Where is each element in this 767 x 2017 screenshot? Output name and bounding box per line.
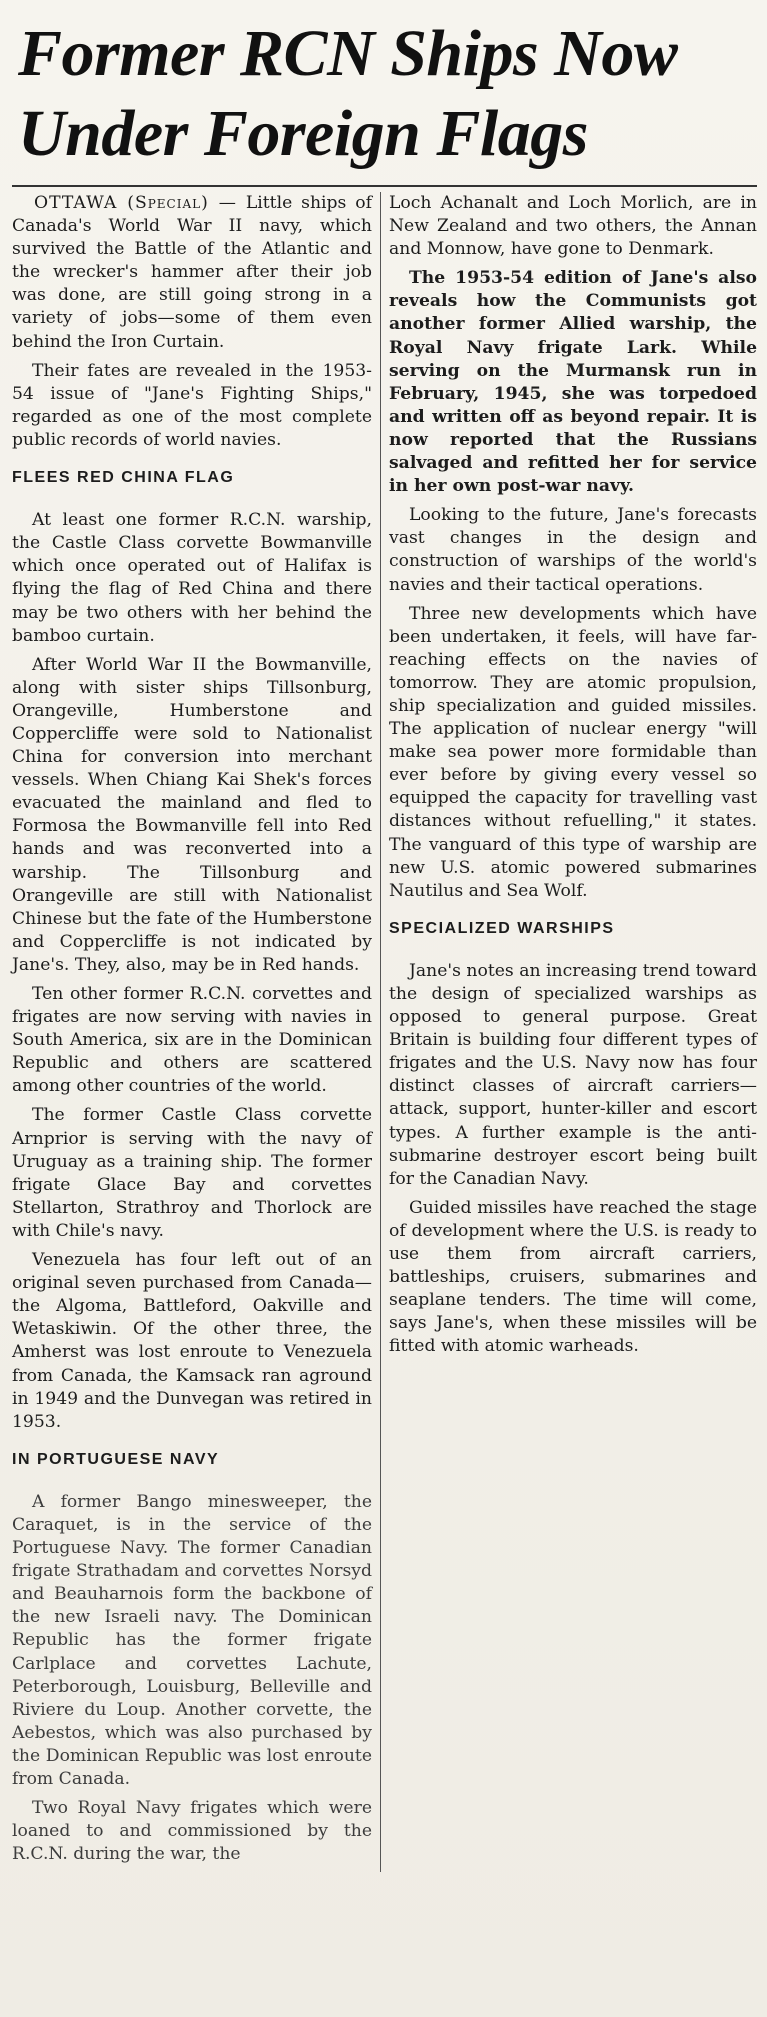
- subhead-specialized-warships: SPECIALIZED WARSHIPS: [389, 919, 615, 937]
- dateline: OTTAWA (Special) —: [34, 193, 237, 213]
- right-column: [380, 192, 757, 1872]
- headline-line-1: Former RCN Ships Now: [18, 17, 678, 90]
- paragraph: Their fates are revealed in the 1953-54 issue of "Jane's Fighting Ships," regarded as one of the most complete public records of world navies.: [12, 360, 372, 450]
- paragraph: Loch Achanalt and Loch Morlich, are in New Zealand and two others, the Annan and Monnow, have gone to Denmark.: [389, 193, 757, 260]
- paragraph: At least one former R.C.N. warship, the Castle Class corvette Bowmanville which once operated out of Halifax is flying the flag of Red China and there may be two others with her behind the bamboo curtain.: [12, 510, 372, 646]
- paragraph: Two Royal Navy frigates which were loaned to and commissioned by the R.C.N. during the war, the: [12, 1798, 372, 1865]
- paragraph: Jane's notes an increasing trend toward the design of specialized warships as opposed to general purpose. Great Britain is building four different types of frigates and the U.S. Navy now has four distinct classes of aircraft carriers—attack, support, hunter-killer and escort types. A further example is the anti-submarine destroyer escort being built for the Canadian Navy.: [389, 960, 757, 1189]
- headline-rule: [12, 185, 757, 187]
- paragraph: After World War II the Bowmanville, along with sister ships Tillsonburg, Orangeville, Humberstone and Coppercliffe were sold to Nationalist China for conversion into merchant vessels. When Chiang Kai Shek's forces evacuated the mainland and fled to Formosa the Bowmanville fell into Red hands and was reconverted into a warship. The Tillsonburg and Orangeville are still with Nationalist Chinese but the fate of the Humberstone and Coppercliffe is not indicated by Jane's. They, also, may be in Red hands.: [12, 654, 372, 975]
- headline-line-2: Under Foreign Flags: [18, 97, 588, 170]
- paragraph: Venezuela has four left out of an original seven purchased from Canada—the Algoma, Battleford, Oakville and Wetaskiwin. Of the other three, the Amherst was lost enroute to Venezuela from Canada, the Kamsack ran aground in 1949 and the Dunvegan was retired in 1953.: [12, 1250, 372, 1432]
- paragraph: A former Bango minesweeper, the Caraquet, is in the service of the Portuguese Navy. The former Canadian frigate Strathadam and corvettes Norsyd and Beauharnois form the backbone of the new Israeli navy. The Dominican Republic has the former frigate Carlplace and corvettes Lachute, Peterborough, Louisburg, Belleville and Riviere du Loup. Another corvette, the Aebestos, which was also purchased by the Dominican Republic was lost enroute from Canada.: [12, 1491, 372, 1789]
- subhead-flees-red-china: FLEES RED CHINA FLAG: [12, 469, 235, 487]
- subhead-portuguese-navy: IN PORTUGUESE NAVY: [12, 1450, 220, 1468]
- paragraph: Ten other former R.C.N. corvettes and frigates are now serving with navies in South America, six are in the Dominican Republic and others are scattered among other countries of the world.: [12, 984, 372, 1097]
- paragraph: [12, 192, 372, 354]
- headline: [0, 0, 767, 174]
- paragraph: The 1953-54 edition of Jane's also reveals how the Communists got another former Allied warship, the Royal Navy frigate Lark. While serving on the Murmansk run in February, 1945, she was torpedoed and written off as beyond repair. It is now reported that the Russians salvaged and refitted her for service in her own post-war navy.: [389, 268, 757, 497]
- paragraph: The former Castle Class corvette Arnprior is serving with the navy of Uruguay as a training ship. The former frigate Glace Bay and corvettes Stellarton, Strathroy and Thorlock are with Chile's navy.: [12, 1105, 372, 1241]
- paragraph: Three new developments which have been undertaken, it feels, will have far-reaching effects on the navies of tomorrow. They are atomic propulsion, ship specialization and guided missiles. The application of nuclear energy "will make sea power more formidable than ever before by giving every vessel so equipped the capacity for travelling vast distances without refuelling," it states. The vanguard of this type of warship are new U.S. atomic powered submarines Nautilus and Sea Wolf.: [389, 603, 757, 901]
- paragraph: Looking to the future, Jane's forecasts vast changes in the design and construction of warships of the world's navies and their tactical operations.: [389, 505, 757, 595]
- paragraph-text: Little ships of Canada's World War II navy, which survived the Battle of the Atlantic and the wrecker's hammer after their job was done, are still going strong in a variety of jobs—some of them even behind the Iron Curtain.: [12, 193, 372, 352]
- article-body: [12, 192, 757, 1872]
- paragraph: Guided missiles have reached the stage of development where the U.S. is ready to use them from aircraft carriers, battleships, cruisers, submarines and seaplane tenders. The time will come, says Jane's, when these missiles will be fitted with atomic warheads.: [389, 1197, 757, 1357]
- left-column: [12, 192, 380, 1872]
